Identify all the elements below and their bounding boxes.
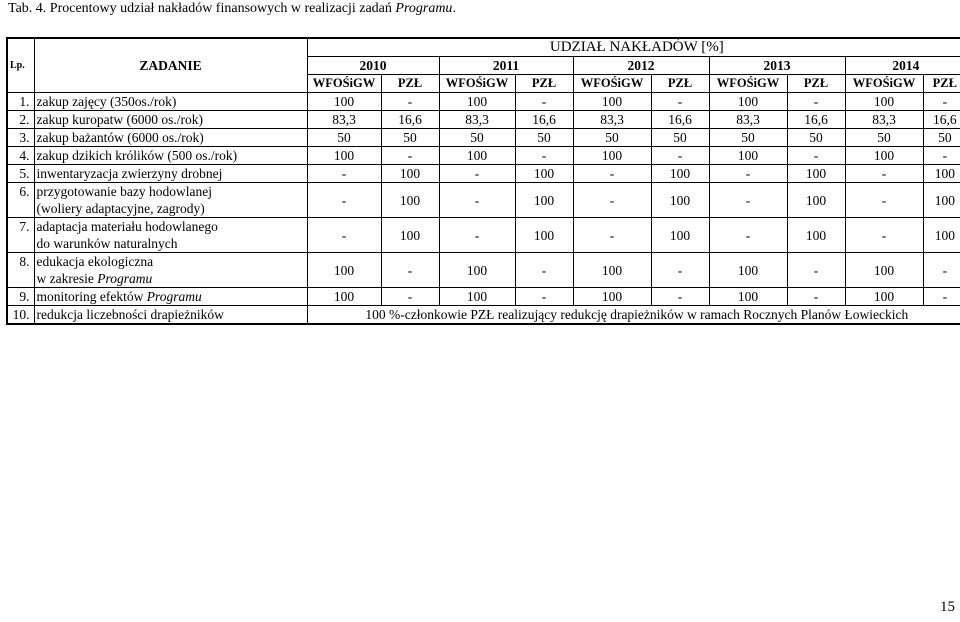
cell-value: 100 [439, 147, 515, 165]
cell-value: 50 [515, 129, 573, 147]
cell-value: 100 [709, 253, 787, 288]
row-note: 100 %-członkowie PZŁ realizujący redukcję drapieżników w ramach Rocznych Planów Łowieckich [307, 306, 960, 325]
cell-value: - [381, 93, 439, 111]
cell-value: - [381, 288, 439, 306]
cell-value: 16,6 [787, 111, 845, 129]
cell-value: - [307, 165, 381, 183]
cell-value: 100 [709, 93, 787, 111]
cell-value: 16,6 [381, 111, 439, 129]
cell-value: 50 [923, 129, 960, 147]
sub-wfosigw: WFOŚiGW [573, 75, 651, 93]
header-row-1 [7, 38, 960, 57]
header-zadanie: ZADANIE [34, 38, 307, 93]
cell-value: 100 [439, 288, 515, 306]
cell-value: 100 [573, 93, 651, 111]
cell-value: - [573, 165, 651, 183]
row-lp: 8. [7, 253, 34, 288]
row-lp: 1. [7, 93, 34, 111]
sub-pzl: PZŁ [787, 75, 845, 93]
cell-value: 100 [307, 288, 381, 306]
cell-value: - [573, 218, 651, 253]
cell-value: 100 [845, 147, 923, 165]
cell-value: - [439, 165, 515, 183]
task-line [37, 270, 305, 287]
table-row [7, 147, 960, 165]
sub-wfosigw: WFOŚiGW [709, 75, 787, 93]
table-row [7, 253, 960, 288]
cell-value: - [709, 218, 787, 253]
cell-value: - [923, 93, 960, 111]
cell-value: - [787, 288, 845, 306]
row-lp: 6. [7, 183, 34, 218]
cell-value: - [845, 218, 923, 253]
cell-value: - [787, 147, 845, 165]
cell-value: - [651, 253, 709, 288]
cell-value: - [439, 218, 515, 253]
table-row [7, 93, 960, 111]
cell-value: 100 [381, 218, 439, 253]
row-lp: 9. [7, 288, 34, 306]
task-italic: Programu [97, 271, 153, 286]
cell-value: 50 [307, 129, 381, 147]
cell-value: 100 [381, 183, 439, 218]
cell-value: 100 [573, 288, 651, 306]
table-row [7, 183, 960, 218]
task-italic: Programu [146, 289, 202, 304]
cell-value: - [787, 253, 845, 288]
sub-pzl: PZŁ [923, 75, 960, 93]
cell-value: 100 [923, 183, 960, 218]
header-udzial: UDZIAŁ NAKŁADÓW [%] [307, 38, 960, 57]
task-line: edukacja ekologiczna [36, 254, 154, 269]
cell-value: 100 [381, 165, 439, 183]
table-row [7, 218, 960, 253]
row-task [34, 288, 307, 306]
cell-value: 100 [307, 147, 381, 165]
sub-wfosigw: WFOŚiGW [845, 75, 923, 93]
sub-pzl: PZŁ [651, 75, 709, 93]
task-line: przygotowanie bazy hodowlanej [36, 184, 212, 199]
cell-value: 16,6 [515, 111, 573, 129]
year-2014: 2014 [845, 57, 960, 75]
cell-value: - [515, 147, 573, 165]
cell-value: - [307, 183, 381, 218]
cell-value: 100 [651, 183, 709, 218]
cell-value: - [923, 288, 960, 306]
cell-value: - [709, 183, 787, 218]
cell-value: 100 [845, 253, 923, 288]
row-lp: 4. [7, 147, 34, 165]
cell-value: 100 [787, 218, 845, 253]
cell-value: 100 [573, 253, 651, 288]
cell-value: - [845, 165, 923, 183]
cell-value: - [307, 218, 381, 253]
cell-value: - [651, 147, 709, 165]
row-lp: 3. [7, 129, 34, 147]
cell-value: - [709, 165, 787, 183]
cell-value: - [515, 253, 573, 288]
caption-suffix: . [452, 1, 456, 16]
row-lp: 2. [7, 111, 34, 129]
row-task: redukcja liczebności drapieżników [34, 306, 307, 325]
cell-value: 50 [573, 129, 651, 147]
cell-value: 83,3 [307, 111, 381, 129]
cell-value: 100 [923, 165, 960, 183]
table-row [7, 288, 960, 306]
header-lp: Lp. [7, 38, 34, 93]
sub-wfosigw: WFOŚiGW [307, 75, 381, 93]
caption-italic: Programu [395, 1, 453, 16]
cell-value: 100 [845, 288, 923, 306]
row-lp: 5. [7, 165, 34, 183]
cell-value: 100 [307, 253, 381, 288]
cell-value: 100 [515, 165, 573, 183]
task-line: do warunków naturalnych [36, 236, 178, 251]
row-task: zakup bażantów (6000 os./rok) [34, 129, 307, 147]
cell-value: 50 [787, 129, 845, 147]
cell-value: 83,3 [709, 111, 787, 129]
cell-value: - [651, 93, 709, 111]
cell-value: 100 [651, 165, 709, 183]
row-task: zakup zajęcy (350os./rok) [34, 93, 307, 111]
cell-value: - [439, 183, 515, 218]
funding-table [6, 37, 960, 325]
cell-value: - [381, 147, 439, 165]
table-row [7, 111, 960, 129]
row-lp: 10. [7, 306, 34, 325]
table-row [7, 306, 960, 325]
cell-value: 100 [573, 147, 651, 165]
cell-value: 100 [709, 147, 787, 165]
year-2011: 2011 [439, 57, 573, 75]
page-number: 15 [940, 599, 955, 615]
cell-value: 16,6 [923, 111, 960, 129]
cell-value: 100 [787, 165, 845, 183]
row-lp: 7. [7, 218, 34, 253]
cell-value: - [381, 253, 439, 288]
sub-wfosigw: WFOŚiGW [439, 75, 515, 93]
cell-value: 100 [651, 218, 709, 253]
task-line: (woliery adaptacyjne, zagrody) [36, 201, 205, 216]
cell-value: 83,3 [845, 111, 923, 129]
row-task [34, 253, 307, 288]
cell-value: 16,6 [651, 111, 709, 129]
cell-value: 100 [307, 93, 381, 111]
cell-value: 100 [787, 183, 845, 218]
row-task: zakup kuropatw (6000 os./rok) [34, 111, 307, 129]
caption-text: Tab. 4. Procentowy udział nakładów finansowych w realizacji zadań [8, 1, 396, 16]
sub-pzl: PZŁ [515, 75, 573, 93]
table-row [7, 165, 960, 183]
table-row [7, 129, 960, 147]
cell-value: - [923, 253, 960, 288]
year-2010: 2010 [307, 57, 439, 75]
cell-value: 50 [709, 129, 787, 147]
task-text: w zakresie [36, 271, 98, 286]
cell-value: - [923, 147, 960, 165]
table-caption [8, 1, 456, 17]
cell-value: 83,3 [573, 111, 651, 129]
cell-value: 50 [439, 129, 515, 147]
cell-value: 83,3 [439, 111, 515, 129]
cell-value: 100 [515, 218, 573, 253]
cell-value: 100 [439, 253, 515, 288]
cell-value: - [787, 93, 845, 111]
sub-pzl: PZŁ [381, 75, 439, 93]
row-task [34, 183, 307, 218]
task-line: adaptacja materiału hodowlanego [36, 219, 218, 234]
cell-value: 100 [709, 288, 787, 306]
year-2013: 2013 [709, 57, 845, 75]
cell-value: 100 [515, 183, 573, 218]
cell-value: - [845, 183, 923, 218]
row-task: zakup dzikich królików (500 os./rok) [34, 147, 307, 165]
cell-value: - [515, 288, 573, 306]
cell-value: 50 [651, 129, 709, 147]
cell-value: - [651, 288, 709, 306]
year-2012: 2012 [573, 57, 709, 75]
row-task [34, 218, 307, 253]
cell-value: 100 [439, 93, 515, 111]
task-text: monitoring efektów [36, 289, 147, 304]
cell-value: 50 [845, 129, 923, 147]
cell-value: - [573, 183, 651, 218]
cell-value: 50 [381, 129, 439, 147]
cell-value: 100 [845, 93, 923, 111]
row-task: inwentaryzacja zwierzyny drobnej [34, 165, 307, 183]
cell-value: 100 [923, 218, 960, 253]
cell-value: - [515, 93, 573, 111]
